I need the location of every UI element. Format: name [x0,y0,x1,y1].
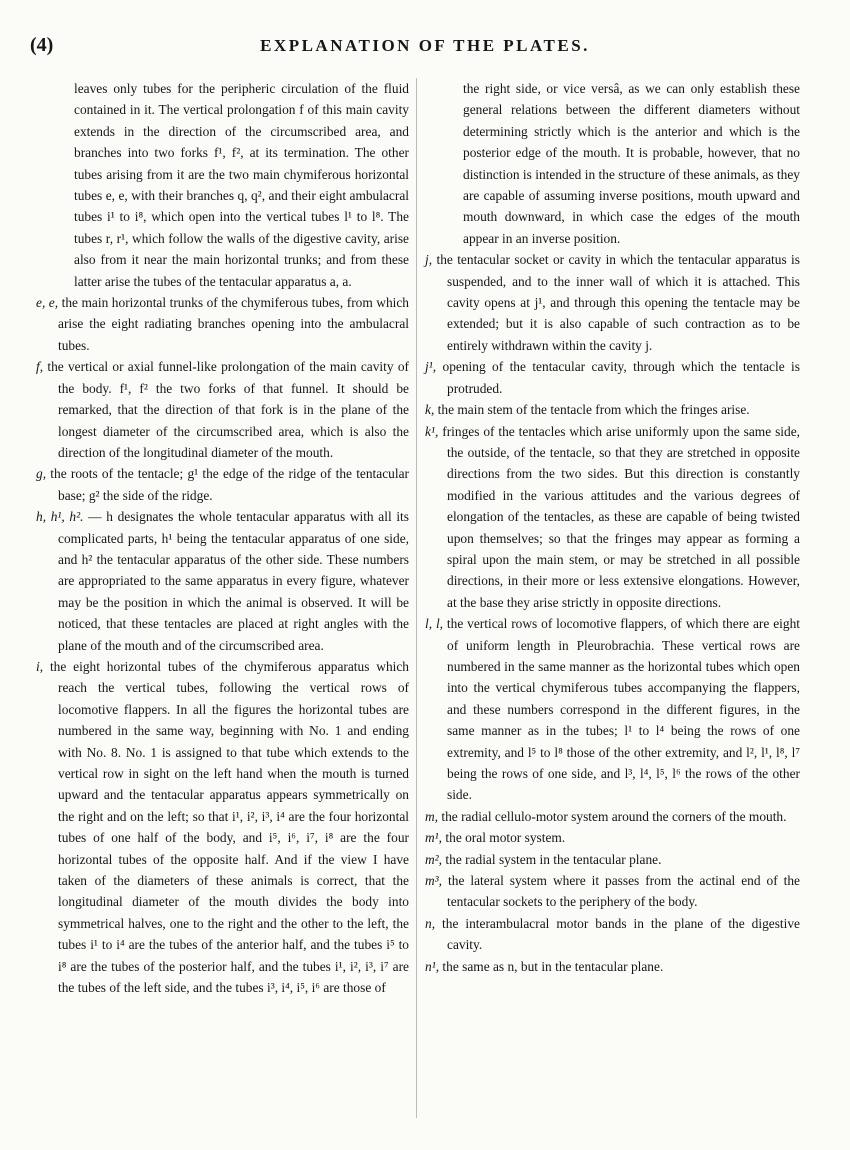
legend-entry-m [425,806,800,827]
legend-entry-k1 [425,421,800,614]
entry-label: j, [425,252,433,268]
legend-entry-m2 [425,849,800,870]
entry-label: m², [425,851,443,867]
page-number: (4) [30,34,54,56]
entry-text: the main stem of the tentacle from which the fringes arise. [437,402,750,418]
entry-text: the eight horizontal tubes of the chymiferous apparatus which reach the vertical tubes, following the vertical rows of locomotive flappers. In all the figures the horizontal tubes are numbered in the same way, beginning with No. 1 and ending with No. 8. No. 1 is assigned to that tube which extends to the vertical row in sight on the left hand when the mouth is turned upward and the tentacular apparatus appears symmetrically on the right and on the left; so that i¹, i², i³, i⁴ are the four horizontal tubes of one half of the body, and i⁵, i⁶, i⁷, i⁸ are the four horizontal tubes of the opposite half. And if the view I have taken of the diameters of these animals is correct, that the longitudinal diameter of the mouth divides the body into symmetrical halves, one to the right and the other to the left, the tubes i¹ to i⁴ are the tubes of the anterior half, and the tubes i⁵ to i⁸ are the tubes of the posterior half, and the tubes i¹, i², i³, i⁷ are the tubes of the left side, and the tubes i³, i⁴, i⁵, i⁶ are those of [49,658,409,996]
entry-label: n¹, [425,958,440,974]
entry-label: g, [36,466,47,482]
legend-entry-e [36,292,409,356]
right-column [425,78,800,977]
entry-label: m, [425,808,439,824]
entry-text: the roots of the tentacle; g¹ the edge of the ridge of the tentacular base; g² the side of the ridge. [50,466,409,503]
legend-entry-f [36,356,409,463]
entry-label: l, l, [425,616,444,632]
legend-entry-j [425,249,800,356]
entry-label: h, h¹, h². [36,509,84,525]
legend-entry-m1 [425,827,800,848]
column-divider [416,78,417,1118]
entry-text: the vertical rows of locomotive flappers, of which there are eight of uniform length in Pleurobrachia. These vertical rows are numbered in the same manner as the horizontal tubes which open into the vertical chymiferous tubes accompanying the flappers, and these numbers correspond in the different figures, in the same manner as in the tubes; l¹ to l⁴ being the rows of one extremity, and l⁵ to l⁸ those of the other extremity, and l², l¹, l⁸, l⁷ being the rows of one side, and l³, l⁴, l⁵, l⁶ the rows of the other side. [446,616,800,803]
left-column [36,78,409,998]
entry-text: the radial cellulo-motor system around the corners of the mouth. [441,808,787,824]
entry-label: j¹, [425,359,437,375]
entry-text: the lateral system where it passes from the actinal end of the tentacular sockets to the periphery of the body. [447,873,800,910]
entry-text: — h designates the whole tentacular apparatus with all its complicated parts, h¹ being the tentacular apparatus of one side, and h² the tentacular apparatus of the other side. These numbers are appropriated to the same apparatus in every figure, whatever may be the position in which the animal is observed. It will be noticed, that these tentacles are placed at right angles with the plane of the mouth and of the circumscribed area. [58,509,409,653]
entry-text: the main horizontal trunks of the chymiferous tubes, from which arise the eight radiating branches opening into the ambulacral tubes. [58,295,410,353]
entry-label: i, [36,658,44,674]
entry-label: k¹, [425,423,439,439]
entry-label: m³, [425,873,443,889]
entry-text: fringes of the tentacles which arise uniformly upon the same side, the outside, of the tentacle, so that they are stretched in opposite directions from the two sides. But this direction is constantly modified in the various attitudes and the various degrees of elongation of the tentacles, as these are capable of being twisted upon themselves; so that the fringes may appear as forming a spiral upon the main stem, or may be stretched in all possible directions, in their more or less extensive elongations. However, at the base they arise strictly in opposite directions. [442,423,800,610]
entry-text: the interambulacral motor bands in the plane of the digestive cavity. [442,915,800,953]
legend-entry-h [36,506,409,656]
entry-text: the vertical or axial funnel-like prolongation of the main cavity of the body. f¹, f² the two forks of that funnel. It should be remarked, that the direction of that fork is in the plane of the longest diameter of the circumscribed area, which is also the direction of the longitudinal diameter of the mouth. [47,359,409,460]
continuation-paragraph: leaves only tubes for the peripheric circulation of the fluid contained in it. The vertical prolongation f of this main cavity extends in the direction of the circumscribed area, and branches into two forks f¹, f², at its termination. The other tubes arising from it are the two main chymiferous horizontal tubes e, e, with their branches q, q², and their eight ambulacral tubes i¹ to i⁸, which open into the vertical tubes l¹ to l⁸. The tubes r, r¹, which follow the walls of the digestive cavity, arise also from it near the main horizontal trunks; and from these latter arise the tubes of the tentacular apparatus a, a. [74,81,409,289]
legend-entry-n1 [425,956,800,977]
legend-entry-k [425,399,800,420]
entry-label: e, e, [36,295,59,311]
legend-entry-l [425,613,800,806]
page-title: EXPLANATION OF THE PLATES. [260,36,590,55]
entry-label: f, [36,359,44,375]
legend-entry-m3 [425,870,800,913]
legend-entry-j1 [425,356,800,399]
entry-text: opening of the tentacular cavity, through which the tentacle is protruded. [442,359,800,396]
entry-label: k, [425,402,435,418]
entry-text: the tentacular socket or cavity in which the tentacular apparatus is suspended, and to the inner wall of which it is attached. This cavity opens at j¹, and through this opening the tentacle may be extended; but it is also capable of such contraction as to be entirely withdrawn within the cavity j. [436,252,800,353]
legend-entry-n [425,913,800,956]
legend-entry-g [36,463,409,506]
entry-label: m¹, [425,830,443,846]
legend-entry-i [36,656,409,999]
continuation-paragraph: the right side, or vice versâ, as we can only establish these general relations between the different diameters without determining strictly which is the anterior and which is the posterior edge of the mouth. It is probable, however, that no distinction is intended in the structure of these animals, as they are capable of assuming inverse positions, mouth upward and mouth downward, in which case the edges of the mouth appear in an inverse position. [463,81,800,246]
entry-text: the same as n, but in the tentacular plane. [442,958,664,974]
entry-text: the radial system in the tentacular plane. [445,851,662,867]
entry-label: n, [425,915,436,931]
page-header [30,34,820,64]
entry-text: the oral motor system. [445,830,566,846]
